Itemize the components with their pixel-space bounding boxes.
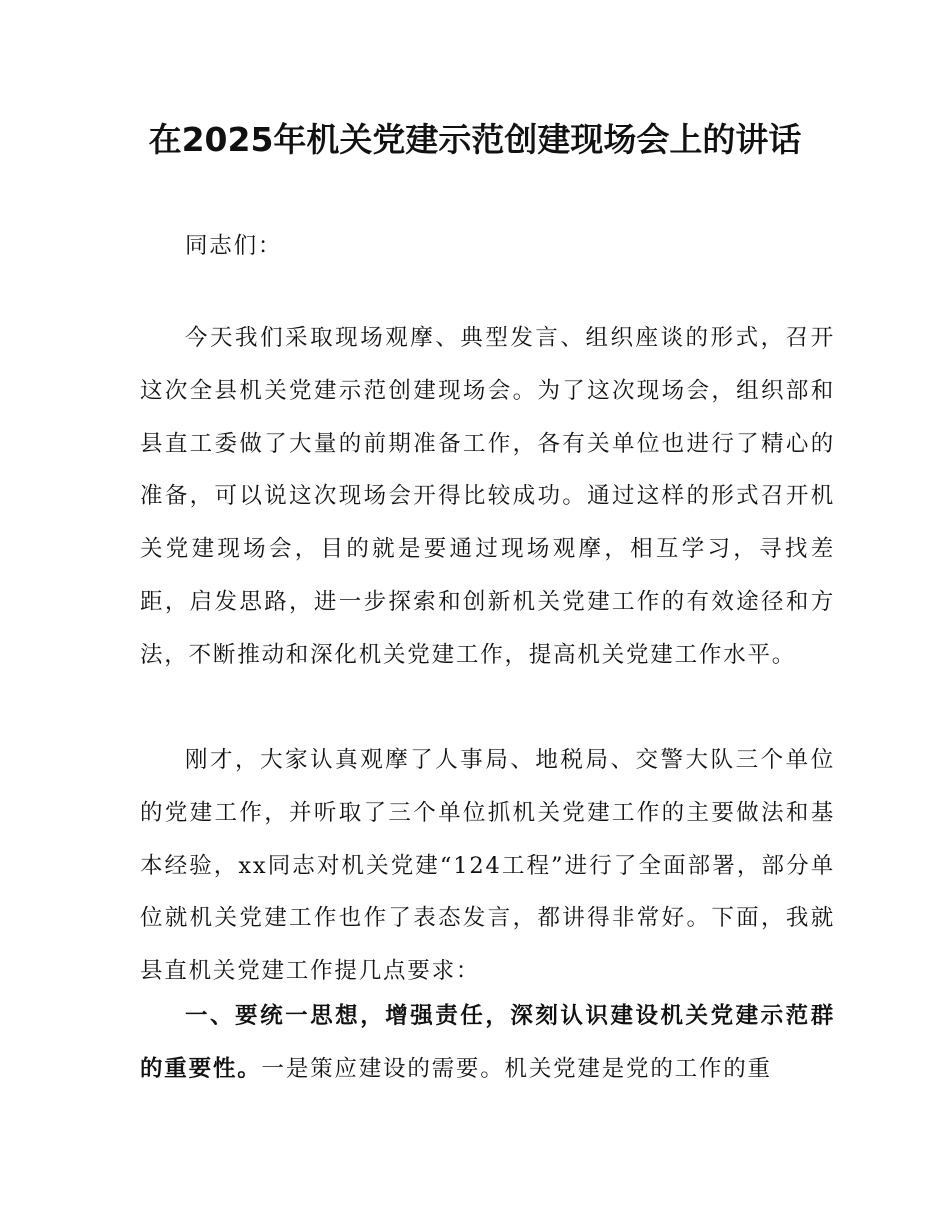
section-one-heading: 一、要统一思想，增强责任，深刻认识建设机关党建示范群的重要性。: [140, 1003, 835, 1082]
document-title: 在2025年机关党建示范创建现场会上的讲话: [148, 120, 802, 159]
salutation-block: [140, 220, 835, 273]
paragraph-1-block: [140, 312, 835, 682]
salutation: 同志们：: [185, 233, 283, 259]
paragraph-2-block: [140, 734, 835, 998]
section-one-paragraph: [140, 990, 835, 1096]
paragraph-1: 今天我们采取现场观摩、典型发言、组织座谈的形式，召开这次全县机关党建示范创建现场会。为了这次现场会，组织部和县直工委做了大量的前期准备工作，各有关单位也进行了精心的准备，可以说这次现场会开得比较成功。通过这样的形式召开机关党建现场会，目的就是要通过现场观摩，相互学习，寻找差距，启发思路，进一步探索和创新机关党建工作的有效途径和方法，不断推动和深化机关党建工作，提高机关党建工作水平。: [140, 325, 835, 668]
section-one-text: 一是策应建设的需要。机关党建是党的工作的重: [261, 1055, 772, 1082]
section-one-block: [140, 990, 835, 1096]
paragraph-2: 刚才，大家认真观摩了人事局、地税局、交警大队三个单位的党建工作，并听取了三个单位抓机关党建工作的主要做法和基本经验，xx同志对机关党建“124工程”进行了全面部署，部分单位就机关党建工作也作了表态发言，都讲得非常好。下面，我就县直机关党建工作提几点要求：: [140, 747, 835, 985]
